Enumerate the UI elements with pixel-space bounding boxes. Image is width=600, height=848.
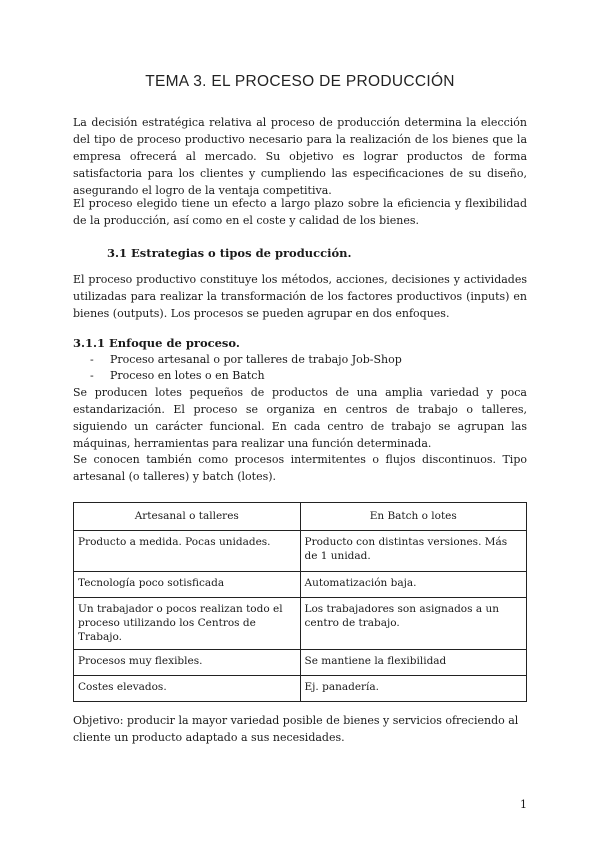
intro-paragraph-2: El proceso elegido tiene un efecto a largo plazo sobre la eficiencia y flexibilidad de la producción, así como en el coste y calidad de los bienes. — [73, 197, 527, 227]
table-cell: Los trabajadores son asignados a un centro de trabajo. — [300, 598, 527, 650]
comparison-table — [73, 502, 527, 702]
section-3-1-1-paragraph-1: Se producen lotes pequeños de productos de una amplia variedad y poca estandarización. El proceso se organiza en centros de trabajo o talleres, siguiendo un carácter funcional. En cada centro de trabajo se agrupan las máquinas, herramientas para realizar una función determinada. — [73, 386, 527, 450]
table-cell: Tecnología poco sotisficada — [74, 572, 301, 598]
table-cell: Costes elevados. — [74, 676, 301, 702]
table-row — [74, 572, 527, 598]
list-item: - Proceso en lotes o en Batch — [90, 369, 265, 382]
document-title: TEMA 3. EL PROCESO DE PRODUCCIÓN — [145, 73, 455, 90]
table-cell: Producto a medida. Pocas unidades. — [74, 531, 301, 572]
table-header-cell: Artesanal o talleres — [74, 503, 301, 531]
intro-paragraph-1: La decisión estratégica relativa al proceso de producción determina la elección del tipo de proceso productivo necesario para la realización de los bienes que la empresa ofrecerá al mercado. Su objetivo es lograr productos de forma satisfactoria para los clientes y cumpliendo las especificaciones de su diseño, asegurando el logro de la ventaja competitiva. — [73, 116, 527, 197]
section-3-1-heading: 3.1 Estrategias o tipos de producción. — [107, 246, 352, 260]
table-row — [74, 650, 527, 676]
table-cell: Automatización baja. — [300, 572, 527, 598]
section-3-1-1-paragraph-2: Se conocen también como procesos intermitentes o flujos discontinuos. Tipo artesanal (o talleres) y batch (lotes). — [73, 453, 527, 483]
section-3-1-1-heading: 3.1.1 Enfoque de proceso. — [73, 336, 240, 350]
objective-paragraph: Objetivo: producir la mayor variedad posible de bienes y servicios ofreciendo al cliente un producto adaptado a sus necesidades. — [73, 714, 519, 744]
table-row — [74, 676, 527, 702]
table-cell: Procesos muy flexibles. — [74, 650, 301, 676]
list-item: - Proceso artesanal o por talleres de trabajo Job-Shop — [90, 353, 402, 366]
page-number: 1 — [520, 798, 527, 811]
section-3-1-paragraph: El proceso productivo constituye los métodos, acciones, decisiones y actividades utilizadas para realizar la transformación de los factores productivos (inputs) en bienes (outputs). Los procesos se pueden agrupar en dos enfoques. — [73, 273, 527, 320]
table-header-row — [74, 503, 527, 531]
process-list — [90, 352, 402, 384]
table-cell: Un trabajador o pocos realizan todo el proceso utilizando los Centros de Trabajo. — [74, 598, 301, 650]
table-cell: Producto con distintas versiones. Más de 1 unidad. — [300, 531, 527, 572]
table-header-cell: En Batch o lotes — [300, 503, 527, 531]
table-row — [74, 531, 527, 572]
table-row — [74, 598, 527, 650]
table-cell: Ej. panadería. — [300, 676, 527, 702]
table-cell: Se mantiene la flexibilidad — [300, 650, 527, 676]
